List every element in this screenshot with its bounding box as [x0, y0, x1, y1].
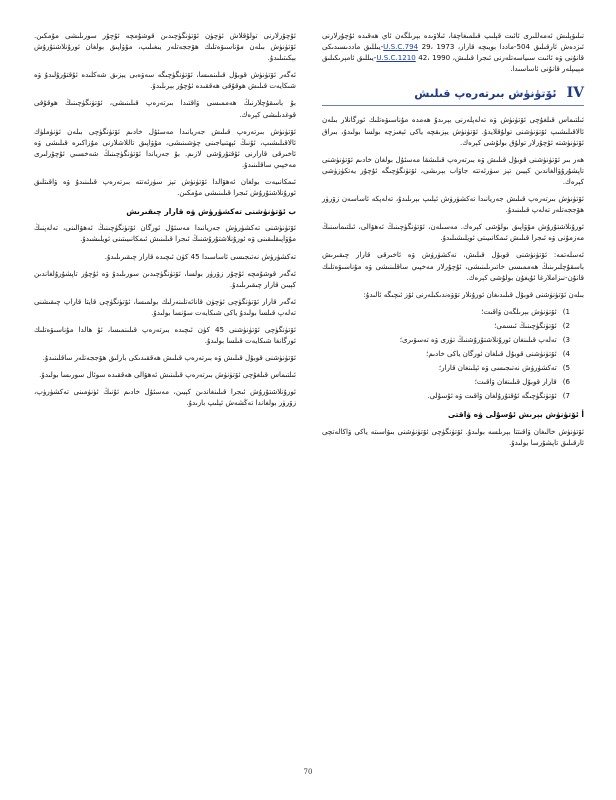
law-link-794[interactable]: U.S.C.794	[383, 42, 419, 52]
paragraph: ئەگەر ئۆتۈنۈش قوبۇل قىلىنمىسا، ئۆتۈنگۈچىگە سەۋەبى يېزىق شەكلىدە ئۇقتۇرۇلىدۇ ۋە شىكايەت قىلىش ھوقۇقى ھەققىدە ئۇچۇر بېرىلىدۇ.	[34, 70, 296, 91]
left-column	[34, 30, 296, 415]
record-items-list	[322, 306, 584, 402]
paragraph: ئورۇنلاشتۇرۇش ئىجرا قىلىنغاندىن كېيىن، مەسئۇل خادىم ئۇنىڭ ئۈنۈمىنى تەكشۈرۈپ، زۆرۈر بولغاندا تەڭشەش ئېلىپ بارىدۇ.	[34, 387, 296, 408]
paragraph: ئۆتۈنگۈچى ئۆتۈنۈشنى 45 كۈن ئىچىدە بىرتەرەپ قىلىنمىسا، ئۇ ھالدا مۇناسىۋەتلىك ئورگانغا شىكايەت قىلسا بولىدۇ.	[34, 324, 296, 346]
intro-paragraph: تىلىۋېلىش ئەمەللىرى ئائىت قېلىپ قىلمىغاچقا، ئىلاۋىدە بېرىلگەن ئاي ھەقىدە ئۇچۇرلارنى ئىزدەش ئارقىلىق 504-ماددا بويىچە قارار، U.S.C.794 29، 1973-يىللىق ماددىسىدىكى قانۇنى ۋە ئائىت سىياسەتلەرنى ئىجرا قىلىش، U.S.C.1210 42، 1990-يىللىق ئامېرىكىلىق مېيىپلەر قانۇنى ئاساسىدا.	[322, 31, 585, 74]
paragraph: ئەگەر قارار ئۆتۈنگۈچى ئۈچۈن قانائەتلىنەرلىك بولمىسا، ئۆتۈنگۈچى قايتا قاراپ چىقىشنى تەلەپ قىلسا بولىدۇ ياكى شىكايەت سۇنسا بولىدۇ.	[34, 296, 296, 317]
paragraph: ئىمكانىيەت بولغان ئەھۋالدا ئۆتۈنۈش تېز سۈرئەتتە بىرتەرەپ قىلىنىدۇ ۋە ۋاقىتلىق ئورۇنلاشتۇرۇش ئىجرا قىلىنىشى مۇمكىن.	[34, 177, 296, 198]
paragraph: ئورۇنلاشتۇرۇش مۇۋاپىق بولۇشى كېرەك. مەسىلەن، ئۆتۈنگۈچىنىڭ ئەھۋالى، ئىلتىماسنىڭ مەزمۇنى ۋە ئىجرا قىلىش ئىمكانىيىتى ئويلىشىلىدۇ.	[322, 222, 584, 243]
paragraph: ئۆتۈنۈشنى تەكشۈرۈش جەريانىدا مەسئۇل ئورگان ئۆتۈنگۈچىنىڭ ئەھۋالىنى، تەلەپنىڭ مۇۋاپىقلىقىنى ۋە ئورۇنلاشتۇرۇشنىڭ ئىجرا قىلىنىش ئىمكانىيىتىنى ئويلىشىدۇ.	[34, 223, 296, 244]
paragraph: بۇ باسقۇچلارنىڭ ھەممىسى ۋاقتىدا بىرتەرەپ قىلىنىشى، ئۆتۈنگۈچىنىڭ ھوقۇقى قوغدىلىشى كېرەك.	[34, 98, 296, 119]
list-item: 1) ئۆتۈنۈش بېرىلگەن ۋاقىت؛	[481, 306, 570, 316]
paragraph: ھەر بىر ئۆتۈنۈشنى قوبۇل قىلىش ۋە بىرتەرەپ قىلىشقا مەسئۇل بولغان خادىم ئۆتۈنۈشنى تاپشۇرۇۋالغاندىن كېيىن تېز سۈرئەتتە جاۋاب بېرىشى، ئۆتۈنگۈچىگە ئۇچۇر يەتكۈزۈشى كېرەك.	[322, 154, 584, 186]
law-link-1210[interactable]: U.S.C.1210	[376, 53, 416, 63]
list-item: 3) تەلەپ قىلىنغان ئورۇنلاشتۇرۇشنىڭ تۈرى ۋە تەسۋىرى؛	[399, 334, 570, 344]
list-item: 7) ئۆتۈنگۈچىگە ئۇقتۇرۇلغان ۋاقىت ۋە ئۇسۇلى.	[427, 391, 570, 401]
right-column	[322, 30, 584, 454]
paragraph: ئىلتىماس قىلغۇچى ئۆتۈنۈش ۋە تەلەپلەرنى بېرىدۇ ھەمدە مۇناسىۋەتلىك ئورگانلار بىلەن ئالاقىلىشىپ ئۆتۈنۈشنى تولۇقلايدۇ. ئۆتۈنۈش يېزىقچە ياكى ئېغىزچە بولسا بولىدۇ، بىراق ئۆتۈنۈشتە ئۇچۇرلار تولۇق بولۇشى كېرەك.	[322, 115, 584, 147]
subsection-heading: ب ئۆتۈنۈشنى تەكشۈرۈش ۋە قارار چىقىرىش	[126, 207, 296, 217]
list-item: 6) قارار قوبۇل قىلىنغان ۋاقىت؛	[474, 377, 570, 387]
subsection-heading: أ ئۆتۈنۈش بېرىش ئۇسۇلى ۋە ۋاقتى	[447, 410, 584, 420]
paragraph: ئەگەر قوشۇمچە ئۇچۇر زۆرۈر بولسا، ئۆتۈنگۈچىدىن سورىلىدۇ ۋە ئۇچۇر تاپشۇرۇلغاندىن كېيىن قارار چىقىرىلىدۇ.	[34, 268, 296, 289]
paragraph: ئۆتۈنۈش خالىغان ۋاقىتتا بېرىلسە بولىدۇ. ئۆتۈنگۈچى ئۆتۈنۈشنى بىۋاسىتە ياكى ۋاكالەتچى ئارقىلىق تاپشۇرسا بولىدۇ.	[322, 426, 584, 447]
section-number: IV	[566, 85, 584, 102]
section-title: ئۆتۈنۈش بىرتەرەپ قىلىش	[414, 87, 557, 101]
paragraph: ئۆتۈنۈشنى قوبۇل قىلىش ۋە بىرتەرەپ قىلىش ھەققىدىكى بارلىق ھۆججەتلەر ساقلىنىدۇ.	[42, 353, 296, 363]
paragraph: تەكشۈرۈش نەتىجىسى ئاساسىدا 45 كۈن ئىچىدە قارار چىقىرىلىدۇ.	[104, 251, 296, 261]
paragraph: ئەسلەتمە: ئۆتۈنۈشنى قوبۇل قىلىش، تەكشۈرۈش ۋە ئاخىرقى قارار چىقىرىش باسقۇچلىرىنىڭ ھەممىسى خاتىرىلىنىشى، ئۇچۇرلار مەخپىي ساقلىنىشى ۋە مۇناسىۋەتلىك قانۇن-نىزاملارغا ئۇيغۇن بولۇشى كېرەك.	[322, 250, 584, 282]
paragraph: ئۆتۈنۈش بىرتەرەپ قىلىش جەريانىدا مەسئۇل خادىم ئۆتۈنگۈچى بىلەن ئۈنۈملۈك ئالاقىلىشىپ، ئۇنىڭ ئېھتىياجىنى چۈشىنىشى، مۇۋاپىق تاللاشلارنى مۇزاكىرە قىلىشى ۋە ئاخىرقى قارارنى ئۇقتۇرۇشى لازىم. بۇ جەرياندا ئۆتۈنگۈچىنىڭ شەخسىي ئۇچۇرلىرى مەخپىي ساقلىنىدۇ.	[34, 126, 296, 169]
list-item: 2) ئۆتۈنگۈچىنىڭ ئىسمى؛	[494, 320, 570, 330]
page-number: 70	[303, 768, 313, 776]
paragraph: ئىلتىماس قىلغۇچى ئۆتۈنۈش بىرتەرەپ قىلىنىش ئەھۋالى ھەققىدە سوئال سورىسا بولىدۇ.	[39, 370, 296, 380]
paragraph: ئۇچۇرلارنى تولۇقلاش ئۈچۈن ئۆتۈنگۈچىدىن قوشۇمچە ئۇچۇر سورىلىشى مۇمكىن. ئۆتۈنۈش بىلەن مۇناسىۋەتلىك ھۆججەتلەر يىغىلىپ، مۇۋاپىق بولغان ئورۇنلاشتۇرۇش بېكىتىلىدۇ.	[34, 31, 296, 63]
paragraph: بىلەن ئۆتۈنۈشنى قوبۇل قىلىدىغان ئورۇنلار تۆۋەندىكىلەرنى ئۆز ئىچىگە ئالىدۇ:	[363, 289, 584, 299]
section-divider	[322, 105, 584, 106]
list-item: 5) تەكشۈرۈش نەتىجىسى ۋە ئېلىنغان قارار؛	[438, 363, 570, 373]
paragraph: ئۆتۈنۈش بىرتەرەپ قىلىش جەريانىدا تەكشۈرۈش ئېلىپ بېرىلىدۇ، تەلەپكە ئاساسەن زۆرۈر ھۆججەتلەر تەلەپ قىلىنىدۇ.	[322, 194, 584, 215]
section-heading	[322, 85, 584, 102]
list-item: 4) ئۆتۈنۈشنى قوبۇل قىلغان ئورگان ياكى خادىم؛	[426, 349, 570, 359]
